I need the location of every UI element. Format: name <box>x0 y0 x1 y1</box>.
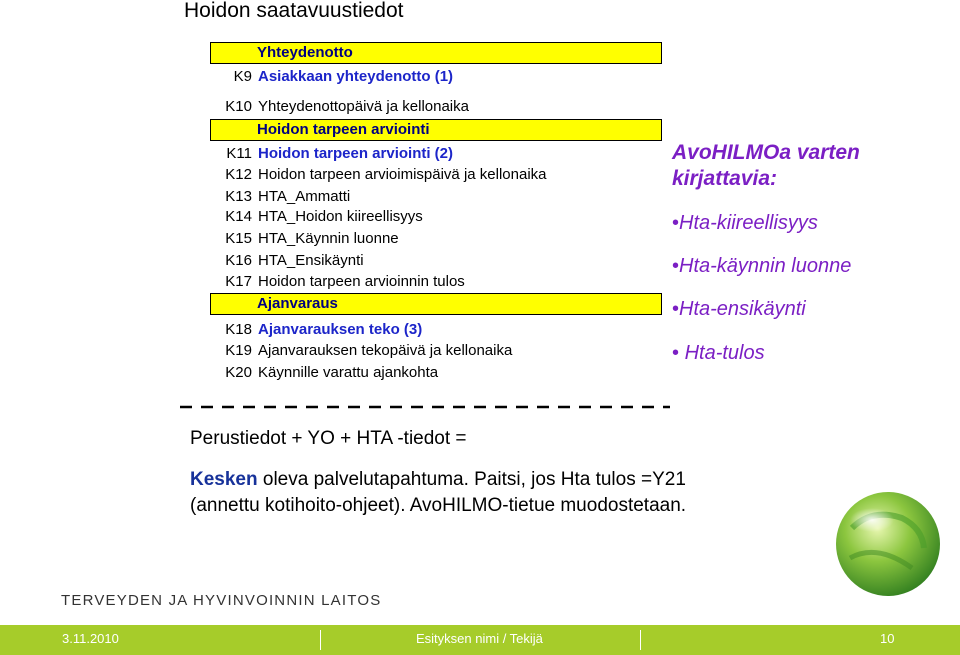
bullet-icon: • <box>672 342 680 364</box>
row-code: K16 <box>225 252 252 269</box>
code-row <box>210 186 662 208</box>
section-header <box>210 293 662 315</box>
footer-divider <box>320 630 321 650</box>
code-row <box>210 362 662 384</box>
avohilmo-heading-1: AvoHILMOa varten <box>672 141 860 164</box>
avohilmo-heading-2: kirjattavia: <box>672 167 778 190</box>
code-row <box>210 319 662 341</box>
bullet-icon: • <box>672 255 680 277</box>
avohilmo-box <box>672 140 860 364</box>
row-label: Hoidon tarpeen arvioimispäivä ja kellonaika <box>258 166 547 183</box>
footer-bar <box>0 625 960 655</box>
footer-presentation: Esityksen nimi / Tekijä <box>416 631 543 646</box>
row-code: K11 <box>226 145 252 162</box>
row-code: K17 <box>225 273 252 290</box>
code-row <box>210 164 662 186</box>
section-header <box>210 42 662 64</box>
code-row <box>210 96 662 118</box>
kesken-bold: Kesken <box>190 469 258 490</box>
code-row <box>210 206 662 228</box>
footer-date: 3.11.2010 <box>62 631 119 646</box>
row-label: Yhteydenottopäivä ja kellonaika <box>258 98 469 115</box>
bullet-icon: • <box>672 212 680 234</box>
row-label: HTA_Ensikäynti <box>258 252 364 269</box>
avohilmo-item: •Hta-ensikäynti <box>672 298 806 320</box>
avohilmo-item: •Hta-käynnin luonne <box>672 255 852 277</box>
code-row <box>210 143 662 165</box>
footer-page-number: 10 <box>880 631 895 646</box>
row-label: Asiakkaan yhteydenotto (1) <box>258 68 454 85</box>
row-label: Hoidon tarpeen arvioinnin tulos <box>258 273 465 290</box>
thl-logo-text: TERVEYDEN JA HYVINVOINNIN LAITOS <box>61 592 382 609</box>
row-label: HTA_Hoidon kiireellisyys <box>258 208 423 225</box>
row-code: K14 <box>225 208 252 225</box>
section-header <box>210 119 662 141</box>
row-label: Ajanvaraus <box>257 295 338 312</box>
row-code: K13 <box>225 188 252 205</box>
row-code: K9 <box>233 68 252 85</box>
kesken-rest: oleva palvelutapahtuma. Paitsi, jos Hta tulos =Y21 (annettu kotihoito-ohjeet). AvoHILMO-tietue muodostetaan. <box>190 469 687 516</box>
avohilmo-item: •Hta-kiireellisyys <box>672 212 818 234</box>
kesken-paragraph <box>190 467 710 519</box>
code-row <box>210 271 662 293</box>
code-row <box>210 66 662 88</box>
basics-text: Perustiedot + YO + HTA -tiedot = <box>190 428 467 449</box>
code-row <box>210 228 662 250</box>
globe-logo-icon <box>832 488 944 600</box>
code-row <box>210 340 662 362</box>
row-label: HTA_Käynnin luonne <box>258 230 399 247</box>
row-label: Ajanvarauksen teko (3) <box>258 321 423 338</box>
dashed-divider <box>180 399 670 415</box>
code-row <box>210 250 662 272</box>
row-code: K10 <box>225 98 252 115</box>
row-code: K15 <box>225 230 252 247</box>
row-label: Ajanvarauksen tekopäivä ja kellonaika <box>258 342 513 359</box>
row-code: K20 <box>225 364 252 381</box>
row-code: K18 <box>225 321 252 338</box>
row-label: HTA_Ammatti <box>258 188 351 205</box>
bullet-icon: • <box>672 298 680 320</box>
avohilmo-item: • Hta-tulos <box>672 342 765 364</box>
row-label: Hoidon tarpeen arviointi <box>257 121 430 138</box>
slide-title: Hoidon saatavuustiedot <box>184 0 404 22</box>
row-code: K12 <box>225 166 252 183</box>
row-label: Käynnille varattu ajankohta <box>258 364 439 381</box>
row-label: Yhteydenotto <box>257 44 353 61</box>
footer-divider <box>640 630 641 650</box>
row-label: Hoidon tarpeen arviointi (2) <box>258 145 454 162</box>
row-code: K19 <box>225 342 252 359</box>
